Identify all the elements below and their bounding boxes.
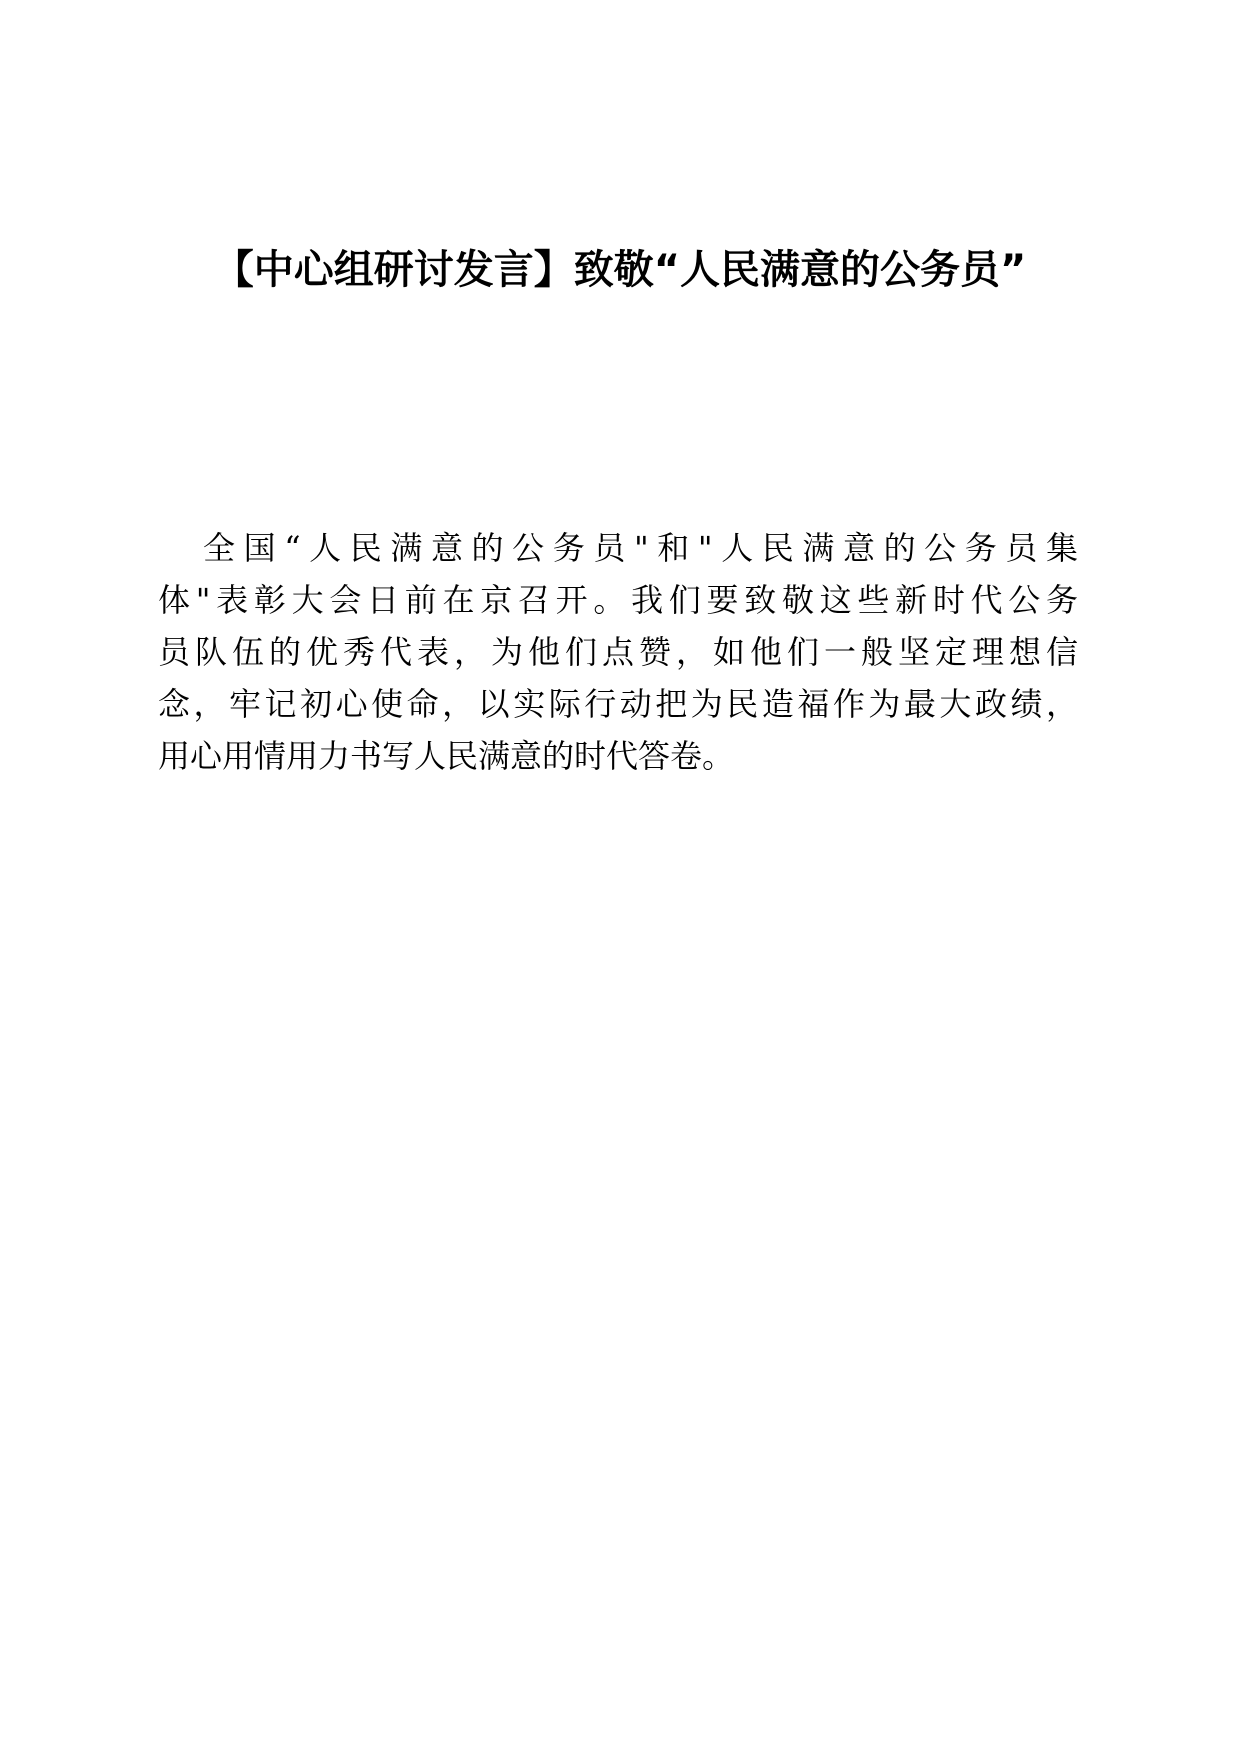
document-title: 【中心组研讨发言】致敬“人民满意的公务员” bbox=[213, 247, 1027, 293]
text-line: 念，牢记初心使命，以实际行动把为民造福作为最大政绩， bbox=[158, 685, 1078, 723]
paragraph-1 bbox=[158, 522, 1078, 782]
text-line: 员队伍的优秀代表，为他们点赞，如他们一般坚定理想信 bbox=[158, 633, 1078, 671]
text-line: 全国“人民满意的公务员"和"人民满意的公务员集 bbox=[203, 529, 1078, 567]
text-line: 用心用情用力书写人民满意的时代答卷。 bbox=[158, 737, 735, 775]
text-line: 体"表彰大会日前在京召开。我们要致敬这些新时代公务 bbox=[158, 581, 1078, 619]
